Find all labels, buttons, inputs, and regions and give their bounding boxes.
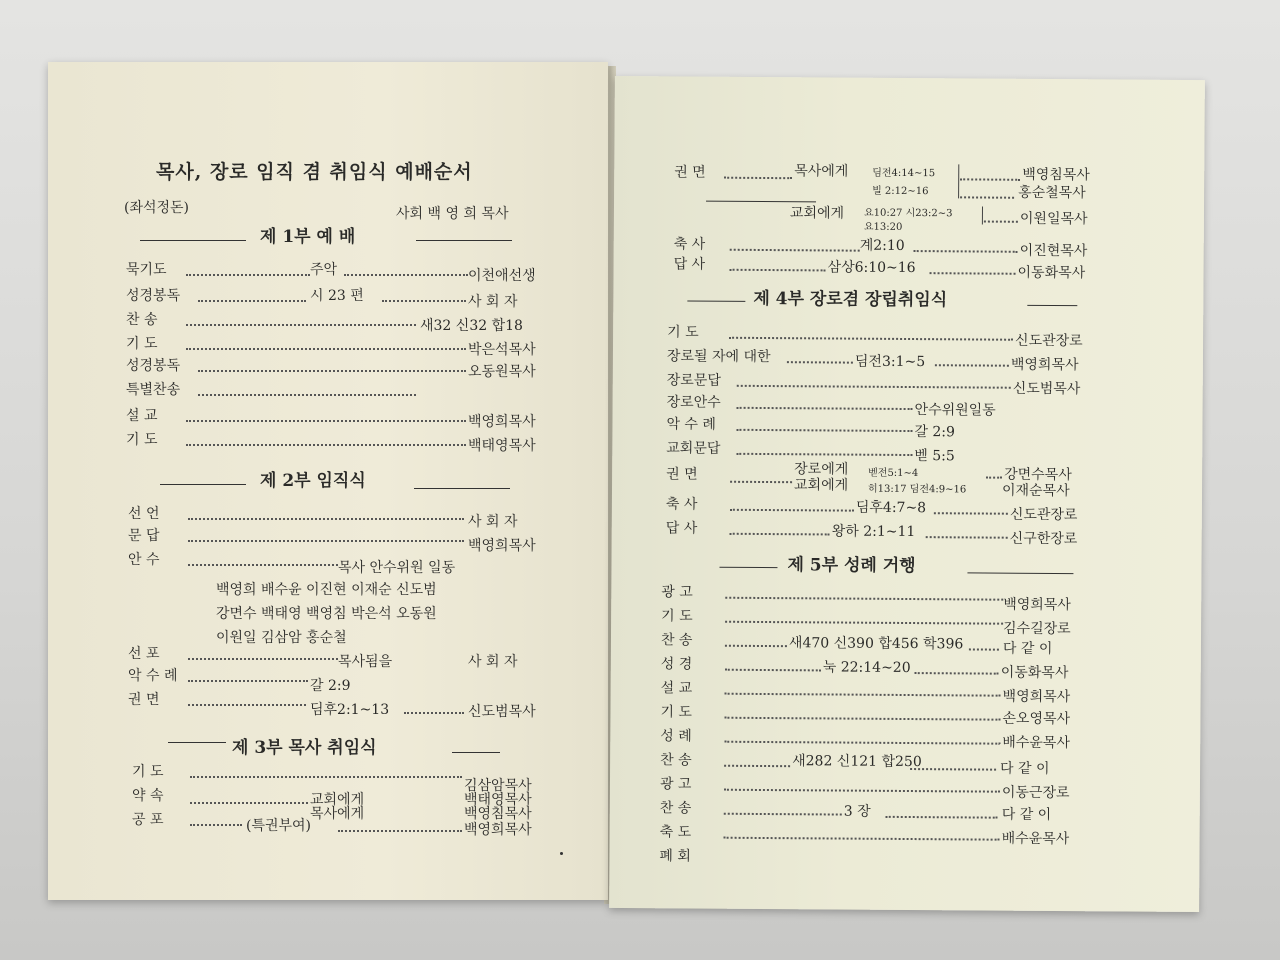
item-label: 약 속 <box>132 788 164 804</box>
page-title: 목사, 장로 임직 겸 취임식 예배순서 <box>156 161 473 183</box>
leader-dots <box>190 776 462 778</box>
item-label: 찬 송 <box>660 752 692 769</box>
leader-dots <box>190 802 308 804</box>
left-page <box>48 62 608 900</box>
item-label: 폐 회 <box>659 848 692 865</box>
part5-heading: 제 5부 성례 거행 <box>787 555 916 577</box>
exhort-church: 교회에게 <box>794 477 849 494</box>
item-right: 새32 신32 합18 <box>420 318 523 334</box>
item-label: 성경봉독 <box>126 288 181 304</box>
item-right: 김삼암목사 <box>464 778 532 794</box>
item-label: 답 사 <box>673 256 706 273</box>
item-mid: 삼상6:10~16 <box>827 259 916 277</box>
item-mid: 딤후4:7~8 <box>855 499 927 517</box>
item-label: 공 포 <box>132 812 164 828</box>
item-mid: 목사됨을 <box>338 654 393 670</box>
exhort-pastor: 목사에게 <box>794 163 849 180</box>
leader-dots <box>404 712 464 714</box>
item-right: 손오영목사 <box>1002 710 1071 728</box>
item-right: 이동근장로 <box>1001 784 1070 802</box>
item-mid: 딤후2:1~13 <box>310 702 390 718</box>
item-right: 배수윤목사 <box>1001 830 1070 848</box>
heading-rule <box>168 742 226 743</box>
leader-dots <box>186 420 466 422</box>
item-label: 권 면 <box>666 466 698 483</box>
item-label: 묵기도 <box>126 262 167 278</box>
leader-dots <box>186 444 466 446</box>
leader-dots <box>338 830 462 832</box>
item-right: 신도관장로 <box>1009 506 1078 524</box>
item-label: 기 도 <box>667 324 699 341</box>
exhort-ref: 벧전5:1~4 <box>868 467 919 480</box>
item-label: 답 사 <box>665 520 698 537</box>
item-label: 기 도 <box>660 704 693 721</box>
item-right: 백영희목사 <box>1010 356 1079 374</box>
item-mid: (특권부여) <box>246 818 312 834</box>
item-mid: 갈 2:9 <box>914 424 956 441</box>
presider: 사회 백 영 희 목사 <box>396 206 509 222</box>
item-label: 악 수 례 <box>666 416 717 433</box>
leader-dots <box>198 300 306 302</box>
item-right: 이진현목사 <box>1019 242 1088 260</box>
leader-dots <box>910 768 996 771</box>
part5-list <box>609 76 1205 912</box>
item-label: 성 례 <box>660 728 692 745</box>
punch-mark <box>560 852 563 855</box>
leader-dots <box>188 704 306 706</box>
item-label: 기 도 <box>126 432 158 448</box>
item-right: 다 같 이 <box>1001 806 1052 824</box>
leader-dots <box>186 348 466 350</box>
ordainers-line: 강면수 백태영 백영침 박은석 오동원 <box>216 606 437 622</box>
item-right: 배수윤목사 <box>1002 734 1070 752</box>
ordainers-line: 이원일 김삼암 홍순철 <box>216 630 347 646</box>
item-right: 이천애선생 <box>468 268 536 284</box>
item-mid: 계2:10 <box>859 237 905 254</box>
item-label: 성경봉독 <box>126 358 181 374</box>
leader-dots <box>188 518 464 520</box>
item-label: 장로안수 <box>666 394 721 411</box>
leader-dots <box>724 741 1000 745</box>
item-right: 백태영목사 <box>464 792 532 808</box>
item-label: 설 교 <box>660 680 693 697</box>
exhort-ref: 요13:20 <box>863 221 903 233</box>
leader-dots <box>724 813 842 816</box>
item-right: 백영희목사 <box>468 414 536 430</box>
item-label: 찬 송 <box>126 312 158 328</box>
item-right: 신도범목사 <box>1012 380 1081 398</box>
item-label: 안 수 <box>128 552 160 568</box>
part1-heading: 제 1부 예 배 <box>260 227 356 247</box>
item-label: 장로될 자에 대한 <box>666 348 771 366</box>
leader-dots <box>188 680 308 682</box>
exhort-ref: 빌 2:12~16 <box>872 185 929 198</box>
item-label: 선 언 <box>128 506 160 522</box>
item-right: 다 같 이 <box>1000 760 1050 778</box>
item-label: 축 도 <box>659 824 692 841</box>
leader-dots <box>186 274 310 276</box>
item-label: 찬 송 <box>659 800 692 817</box>
item-mid: 안수위원일동 <box>914 402 996 419</box>
item-label: 광 고 <box>661 584 693 601</box>
leader-dots <box>969 648 999 650</box>
item-right: 신구한장로 <box>1009 530 1078 548</box>
leader-dots <box>188 540 464 542</box>
ordainers-line: 백영희 배수윤 이진현 이재순 신도범 <box>216 582 437 598</box>
item-mid: 벧 5:5 <box>914 448 955 465</box>
exhort-ref: 딤전4:14~15 <box>872 167 936 180</box>
exhort-elder: 장로에게 <box>794 461 849 478</box>
leader-dots <box>725 693 1001 697</box>
item-label: 축 사 <box>665 496 698 513</box>
item-mid: 새282 신121 합250 <box>792 753 922 771</box>
item-right: 백영희목사 <box>1002 688 1071 706</box>
item-right: 백영희목사 <box>1003 596 1071 614</box>
item-label: 기 도 <box>126 336 158 352</box>
part3-heading: 제 3부 목사 취임식 <box>232 738 377 758</box>
item-mid: 교회에게 <box>310 792 365 808</box>
item-right: 백영희목사 <box>468 538 536 554</box>
heading-rule <box>160 484 246 485</box>
leader-dots <box>724 717 1000 721</box>
item-label: 찬 송 <box>660 632 693 649</box>
item-mid: 눅 22:14~20 <box>822 659 911 677</box>
leader-dots <box>186 324 416 326</box>
leader-dots <box>725 621 1003 625</box>
item-mid: 새470 신390 합456 학396 <box>788 635 964 653</box>
leader-dots <box>725 597 1003 601</box>
item-right: 신도범목사 <box>468 704 536 720</box>
item-label: 축 사 <box>673 236 706 253</box>
part4-heading: 제 4부 장로겸 장립취임식 <box>753 288 948 311</box>
item-label: 선 포 <box>128 646 160 662</box>
leader-dots <box>724 789 1000 793</box>
exhort-church: 교회에게 <box>789 205 845 222</box>
item-mid: 주악 <box>310 262 338 278</box>
part2-heading: 제 2부 임직식 <box>260 471 366 491</box>
exhort-speaker: 홍순철목사 <box>1018 184 1086 202</box>
item-label: 설 교 <box>126 408 158 424</box>
item-label: 권 면 <box>128 692 160 708</box>
opening-note: (좌석정돈) <box>124 200 190 216</box>
heading-rule <box>416 240 512 241</box>
item-right: 김수길장로 <box>1003 620 1071 638</box>
item-right: 이동화목사 <box>1000 664 1069 682</box>
leader-dots <box>188 564 338 566</box>
item-label: 문 답 <box>128 528 160 544</box>
leader-dots <box>724 765 790 767</box>
item-mid: 왕하 2:1~11 <box>831 523 916 541</box>
leader-dots <box>724 837 1000 841</box>
item-mid: 목사에게 <box>310 806 365 822</box>
item-label: 악 수 례 <box>128 668 178 684</box>
item-right: 백태영목사 <box>468 438 536 454</box>
item-right: 사 회 자 <box>468 514 518 530</box>
item-right: 백영희목사 <box>464 822 532 838</box>
exhort-speaker: 강면수목사 <box>1004 466 1072 484</box>
item-label: 권 면 <box>674 164 706 181</box>
heading-rule <box>414 488 510 489</box>
leader-dots <box>198 370 466 372</box>
leader-dots <box>190 824 242 826</box>
exhort-ref: 히13:17 딤전4:9~16 <box>867 483 967 496</box>
leader-dots <box>198 394 416 396</box>
item-label: 성 경 <box>660 656 693 673</box>
item-right: 사 회 자 <box>468 294 518 310</box>
item-mid: 딤전3:1~5 <box>854 353 926 371</box>
heading-rule <box>452 752 500 753</box>
item-mid: 목사 안수위원 일동 <box>338 560 456 576</box>
item-right: 다 같 이 <box>1002 640 1053 658</box>
exhort-speaker: 백영침목사 <box>1022 166 1090 184</box>
item-label: 특별찬송 <box>126 382 181 398</box>
item-label: 기 도 <box>661 608 693 625</box>
leader-dots <box>188 658 338 660</box>
leader-dots <box>725 669 821 672</box>
leader-dots <box>915 672 999 675</box>
item-right: 백영침목사 <box>464 806 532 822</box>
leader-dots <box>344 274 468 276</box>
item-mid: 갈 2:9 <box>310 678 351 694</box>
heading-rule <box>140 240 246 241</box>
item-right: 신도관장로 <box>1015 332 1083 350</box>
item-mid: 3 장 <box>843 803 871 820</box>
exhort-ref: 요10:27 시23:2~3 <box>863 207 953 220</box>
item-right: 사 회 자 <box>468 654 518 670</box>
item-label: 교회문답 <box>666 440 721 457</box>
leader-dots <box>382 300 466 302</box>
item-label: 장로문답 <box>666 372 721 389</box>
item-label: 기 도 <box>132 764 164 780</box>
leader-dots <box>725 645 787 647</box>
exhort-speaker: 이재순목사 <box>1001 482 1070 500</box>
leader-dots <box>886 816 998 819</box>
item-right: 오동원목사 <box>468 364 536 380</box>
item-right: 이동화목사 <box>1017 264 1086 282</box>
item-mid: 시 23 편 <box>310 288 364 304</box>
item-label: 광 고 <box>659 776 692 793</box>
item-right: 박은석목사 <box>468 342 536 358</box>
exhort-speaker: 이원일목사 <box>1019 210 1088 228</box>
